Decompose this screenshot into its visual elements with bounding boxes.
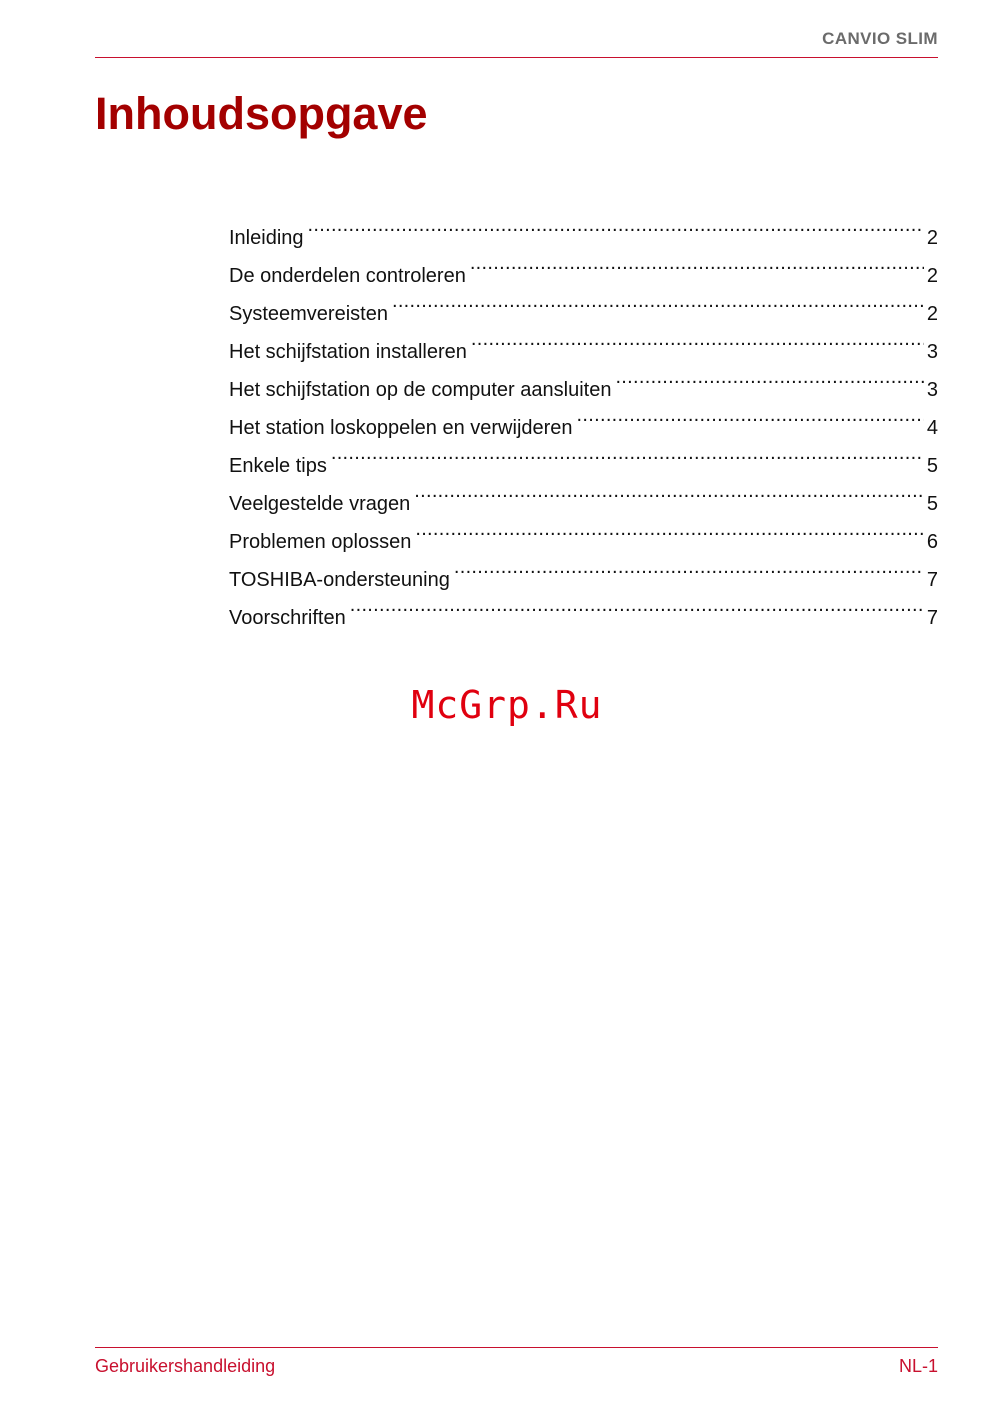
toc-entry-label: Enkele tips — [229, 455, 327, 477]
toc-entry-onderdelen-controleren[interactable] — [229, 244, 938, 287]
toc-dot-leader — [577, 396, 924, 434]
header-divider — [95, 57, 938, 58]
toc-dot-leader — [331, 434, 924, 472]
toc-page-number: 3 — [926, 379, 938, 401]
toc-dot-leader — [308, 206, 924, 244]
toc-entry-label: Veelgestelde vragen — [229, 493, 411, 515]
toc-page-number: 5 — [926, 493, 938, 515]
toc-page-number: 4 — [926, 417, 938, 439]
toc-page-number: 5 — [926, 455, 938, 477]
product-brand: CANVIO SLIM — [822, 29, 938, 48]
toc-page-number: 2 — [926, 227, 938, 249]
toc-entry-label: Het schijfstation op de computer aansluiten — [229, 379, 612, 401]
toc-entry-label: Het schijfstation installeren — [229, 341, 467, 363]
toc-dot-leader — [615, 358, 923, 396]
footer-manual-title: Gebruikershandleiding — [95, 1356, 276, 1376]
toc-page-number: 7 — [926, 607, 938, 629]
page-title: Inhoudsopgave — [95, 88, 428, 139]
toc-entry-label: TOSHIBA-ondersteuning — [229, 569, 450, 591]
toc-dot-leader — [414, 472, 924, 510]
toc-entry-label: De onderdelen controleren — [229, 265, 466, 287]
toc-dot-leader — [471, 320, 924, 358]
toc-dot-leader — [415, 510, 924, 548]
toc-page-number: 6 — [926, 531, 938, 553]
toc-entry-label: Het station loskoppelen en verwijderen — [229, 417, 573, 439]
toc-page-number: 2 — [926, 265, 938, 287]
footer-divider — [95, 1347, 938, 1348]
table-of-contents — [229, 206, 938, 629]
toc-page-number: 3 — [926, 341, 938, 363]
toc-entry-veelgestelde-vragen[interactable] — [229, 472, 938, 515]
toc-dot-leader — [392, 282, 924, 320]
toc-entry-label: Inleiding — [229, 227, 304, 249]
toc-dot-leader — [454, 548, 924, 586]
site-watermark: McGrp.Ru — [411, 683, 603, 727]
toc-page-number: 7 — [926, 569, 938, 591]
toc-page-number: 2 — [926, 303, 938, 325]
toc-dot-leader — [350, 586, 924, 624]
toc-entry-label: Voorschriften — [229, 607, 346, 629]
toc-entry-label: Systeemvereisten — [229, 303, 388, 325]
toc-dot-leader — [470, 244, 924, 282]
toc-entry-inleiding[interactable] — [229, 206, 938, 249]
toc-entry-label: Problemen oplossen — [229, 531, 412, 553]
footer-page-number: NL-1 — [898, 1356, 938, 1376]
toc-entry-enkele-tips[interactable] — [229, 434, 938, 477]
